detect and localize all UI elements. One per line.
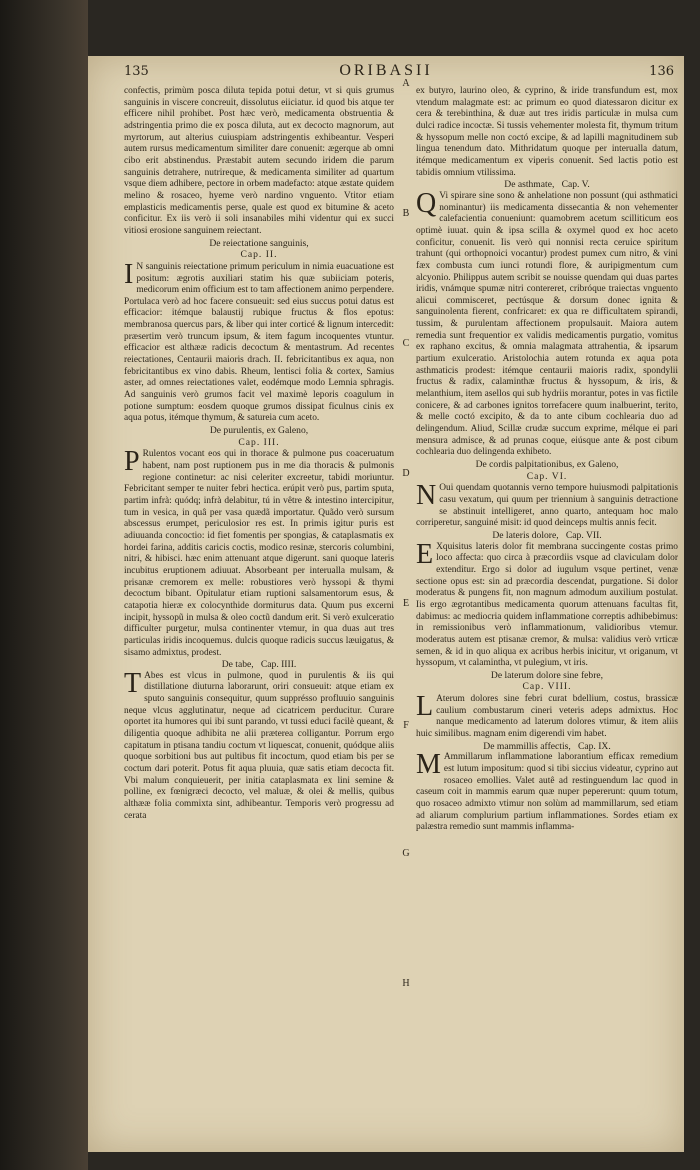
chapter-heading: De cordis palpitationibus, ex Galeno, (475, 459, 619, 470)
paragraph (416, 187, 678, 459)
paragraph-text: Rulentos vocant eos qui in thorace & pulmone pus coaceruatum habent, nam post ruptionem pus in me dia thoracis & pulmonis regione continetur: ac nisi celeriter excreetur, tabidi moriuntur. Febricitant semper te nuiter febri hectica. erúpit verò pus, partim sputa, partim infrà: quódq; infrà delabitur, tú in vêtre & intestino intercipitur, tum in vesica, in quâ per vasa quædã importatur. Quãdo verò sursum abscessus erumpet, periculosior res est. In primis igitur puris est adiuuanda concoctio: id fiet fomentis per spongias, & cataplasmatis ex hordei farina, additis caricis coctis, modico resinæ, stercoris columbini, nitri, & hibisci. hæc enim attenuant atque digerunt. sani quoque lateris incubitus eruptionem adiuuat. Absorbeant per interualla mulsam, & prisanæ cremorem ex melle: robustiores verò hyssopi & thymi decoctum bibant. Opitulatur etiam ruptioni salsamentorum esus, & catapotia hieræ ex colocynthide dormiturus data. Quum pus excerni incipit, hyssopũ in mulsa & oleo coctũ dandum erit. Si verò exulceratio difficulter purgetur, mulsa continenter vtemur, in qua duas aut tres particulas iridis incoquemus. dulcis quoque radicis succus læuigatus, & sisamo admixtus, prodest. (124, 449, 394, 658)
page-number-right: 136 (649, 64, 674, 79)
paragraph-text: Vi spirare sine sono & anhelatione non possunt (qui asthmatici nominantur) iis medicamenta dissecantia & non vehementer calefacientia conueniunt: quamobrem acetum scilliticum eos optimè iuuat. quin & ipsa scilla & oxymel quod ex hoc aceto conficitur, conuenit. Iis verò qui nonnisi recta ceruice spiritum trahunt (qui orthopnoici vocantur) prodest pumex cum nitro, & vini fæx combusta cum iunci rotundi flore, & auripigmentum cum alcyonio. Philippus autem scribit se nouisse quendam qui duas partes iridis, vnámque spumæ nitri contereret, cribróque traiectas vnguento alicui commisceret, pectúsque & dorsum donec ignita & sanguinolenta fierent, confricaret: ex qua re difficultatem spirandi, tussim, & purulentam affectionem propulsauit. Maiora autem remedia sunt frequentior ex validis medicamentis purgatio, vomitus ex raphano excitus, & omnia malagmata attrahentia, & ipsarum partium exulceratio. Aristolochia autem rotunda ex aqua pota asthmaticis prodest: itémque centaurii maioris radix, spondylii fructus & radix, calaminthæ fructus & hyssopum, & iris, & melanthium, item asellos qui sub hydriis morantur, potes in vas fictile conicere, & ad carbones ignitos torrefacere quum inalbuerint, terito, & melle coctó excipito, & da to ante cibum cochlearia duo ad delingendum. Aliud, Scillæ crudæ succum exprime, mélque ei pari mensura admisce, & ad prunas coque, eiúsque ante & post cibum cochlearia duo delingenda exhibeto. (416, 190, 678, 458)
chapter-heading (416, 530, 678, 542)
drop-cap: Q (416, 187, 437, 219)
left-column (124, 86, 394, 822)
marker-a: A (402, 78, 410, 89)
chapter-heading: De reiectatione sanguinis, (209, 237, 309, 249)
running-title: ORIBASII (339, 62, 433, 79)
page-number-left: 135 (124, 64, 149, 79)
chapter-title: De tabe, (221, 659, 254, 671)
chapter-number: Cap. III. (238, 436, 280, 448)
chapter-title: De mammillis affectis, (483, 740, 571, 752)
drop-cap: E (416, 538, 434, 570)
chapter-heading: De laterum dolore sine febre, (490, 669, 604, 681)
right-column (416, 86, 678, 834)
paragraph-text: Ammillarum inflammatione laborantium efficax remedium est lutum impositum: quod si tibi siccius videatur, cyprino aut rosaceo emollies. Valet autê ad restinguendum lac quod in caseum coit in mammis earum quæ nuper pepererunt: quum totum, quo rosaceo admixto vtimur non solùm ad mammillarum, sed etiam ad aliarum complurium partium inflammationes. Sordes etiam ex palæstra remedio sunt mammis inflamma- (416, 752, 678, 833)
drop-cap: I (124, 258, 134, 290)
marker-f: F (403, 720, 409, 731)
marker-g: G (402, 848, 410, 859)
drop-cap: N (416, 480, 437, 512)
marker-c: C (402, 338, 410, 349)
paragraph: confectis, primùm posca diluta tepida potui detur, vt si quis grumus sanguinis in viscere concreuit, dissolutus eiiciatur. id quod bis atque ter efficere nihil prohibet. Post hæc verò, medicamenta obstruentia & adstringentia primo die ex posca diluta, aut ex decocto magnorum, aut myrtorum, aut alterius cuiuspiam adstringentis exhibeantur. Vesperi autem rursus medicamentum similiter dare conuenit: ægerque ab omni cibo erit abstinendus. Præstabit autem secundo iridem die parum sanguinis detrahere, nutrireque, & medicamenta similiter ad quartum vsque diem adhibere, pectore in orbem madefacto: atque æstate quidem melino & rosaceo, hyeme verò nardino vnguento. Vtitor etiam emplasticis medicamentis perse, quale est quod ex bitumine & aceto conficitur. Ex iis verò ii soli insanabiles mihi videntur qui ex succi vitiosi erosione sanguinem reiectant. (124, 86, 394, 236)
chapter-heading (124, 659, 394, 671)
paragraph (416, 691, 678, 741)
chapter-title: De lateris dolore, (492, 529, 559, 541)
chapter-number: Cap. VI. (526, 470, 568, 482)
paragraph (124, 667, 394, 823)
running-header (88, 64, 684, 86)
drop-cap: L (416, 691, 434, 723)
drop-cap: T (124, 667, 142, 699)
marker-b: B (402, 208, 410, 219)
chapter-heading (416, 741, 678, 753)
paragraph (124, 446, 394, 659)
paragraph-text: Aterum dolores sine febri curat bdellium, costus, brassicæ caulium combustarum cineri veteris adeps admixtus. Hoc nanque medicamento ad laterum dolores vtimur, & item aliis huic similibus. magnam enim digerendi vim habet. (416, 694, 678, 740)
book-page (88, 56, 684, 1152)
paragraph (416, 538, 678, 670)
paragraph-text: Abes est vlcus in pulmone, quod in purulentis & iis qui distillatione diuturna laborarunt, oriri consueuit: atque etiam ex sputo sanguinis consequitur, quum supprésso profluuio sanguinis neque vlcus agglutinatur, neque ad cicatricem perducitur. Curare oportet ita humores qui ibi sunt parando, vt tussi educi facilè queant, & diligentia quoque adhibita ne alii præterea colligantur. Porrum ergo capitatum in ptisana tandiu coctum vt liquescat, conuenit, quódque aliis quoque sorbitioni bus aut pultibus fit incoctum, quod etiam bis per se coctum dari poterit. Potus fit aqua pluuia, quæ satis etiam decocta fit. Vbi malum conquieuerit, per initia cataplasmata ex lini semine & polline, ex fœnigræci decocto, vel maluæ, & olei & mellis, quibus althææ folia commixta sint, adhibeantur. Temporis verò progressu ad cerata (124, 670, 394, 821)
chapter-title: De asthmate, (504, 179, 555, 191)
marker-d: D (402, 468, 410, 479)
chapter-number: Cap. VII. (565, 529, 602, 541)
chapter-number: Cap. IX. (577, 740, 611, 752)
chapter-number: Cap. IIII. (260, 659, 297, 671)
chapter-number: Cap. VIII. (522, 681, 572, 693)
paragraph-text: N sanguinis reiectatione primum periculum in nimia euacuatione est positum: ægrotis auxiliari statim his quæ subiiciam poteris, medicorum enim officium est to tam affectionem animo perpendere. Portulaca verò ad hoc facere consueuit: sed eius succus potui datus est efficacior: itémque balaustij rubique fructus & flos epotus: membranosa quercus pars, & liber qui inter corticé & lignum intercedit: præsertim verò truncum ipsum, & item fagum incoquentes vtuntur. efficacior est althææ radicis decoctum & mentastrum. Ad recentes reiectationes, Centaurii maioris drach. II. febricitantibus ex aqua, non febricitantibus ex vino dabis. Rheum, lentisci folia & cortex, Samius aster, ad omnes reiectationes valet, eodémque modo Lemnia sphragis. Ad sanguinis verò grumos facit vel maximè leporis coagulum in potione sumptum: eosdem quoque grumos dissipat ficulnus cinis ex aqua potus, itémque thymum, & satureia cum aceto. (124, 261, 394, 424)
chapter-number: Cap. II. (240, 249, 278, 261)
paragraph (124, 258, 394, 425)
paragraph-text: Xquisitus lateris dolor fit membrana succingente costas primo loco affecta: quo circa à præcordiis vsque ad claviculam dolor extenditur. Ergo si dolor ad iugulum vsque pertinet, venæ sectione opus est: sin ad præcordia descendat, purgatione. Si dolor moderatus & pungens fit, non magnum admodum auxilium postulat. Iis ergo ægrotantibus medicamenta quorum attenuans facultas fit, dabimus: ac mediocria quidem inflammatione correptis adhibebimus: in remissionibus verò inflammationum, validioribus vtemur. moderatus autem est ptisanæ cremor, & mulsa: validius verò vrticæ semen, & id in quo aliqua ex acribus herbis inicitur, vt origanum, vt hyssopum, vt calamintha, vt pulegium, vt iris. (416, 541, 678, 669)
marker-h: H (402, 978, 410, 989)
drop-cap: P (124, 446, 140, 478)
paragraph (416, 749, 678, 834)
chapter-heading (416, 179, 678, 191)
marker-e: E (402, 598, 410, 609)
paragraph-text: Oui quendam quotannis verno tempore huiusmodi palpitationis casu vexatum, qui quum per triennium à sanguinis detractione se abstinuit intelligeret, anno quarto, antequam hoc malo corriperetur, sanguiné misit: id quod deinceps multis annis fecit. (416, 483, 678, 529)
book-gutter (0, 0, 88, 1170)
chapter-heading: De purulentis, ex Galeno, (209, 425, 309, 437)
section-markers (398, 56, 414, 1152)
chapter-number: Cap. V. (561, 179, 590, 191)
drop-cap: M (416, 749, 441, 781)
paragraph: ex butyro, laurino oleo, & cyprino, & iride transfundum est, mox vtendum malagmate est: ac primum eo quod diatessaron dicitur ex cera & terebinthina, & duæ aut tres iridis particulæ in mulsa cum dulci radice incoctæ. Si tussis vehementer molesta fit, thymum tritum & hyssopum melle non coctó excipe, & ad lapilli magnitudinem sub lingua tenendum dato. Mithridatum quoque per interualla datum, itémque medicamentum ex viperis conuenit. Sed lactis potio est tabidis omnium vtilissima. (416, 86, 678, 178)
paragraph (416, 480, 678, 530)
